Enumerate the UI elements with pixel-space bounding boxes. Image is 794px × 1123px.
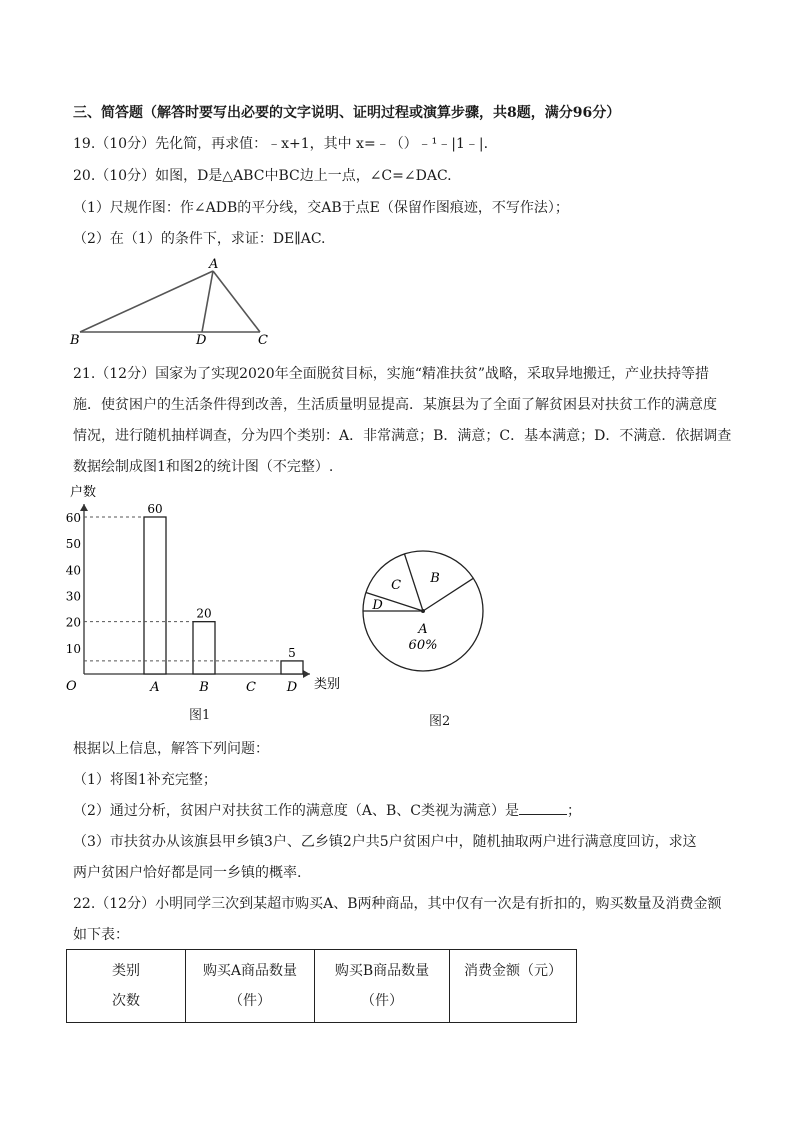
data-label-A: 60 bbox=[147, 502, 163, 516]
table-cell-a-quantity bbox=[186, 950, 315, 1023]
cell-line: 类别 bbox=[112, 963, 140, 979]
question-21-part3-line2: 两户贫困户恰好都是同一乡镇的概率. bbox=[73, 865, 302, 881]
cell-line: 购买A商品数量 bbox=[202, 963, 298, 979]
bar-B bbox=[193, 622, 215, 674]
x-axis-arrow bbox=[303, 670, 310, 678]
cell-line: 消费金额（元） bbox=[464, 963, 562, 979]
table-cell-b-quantity bbox=[315, 950, 450, 1023]
section-title: 三、简答题（解答时要写出必要的文字说明、证明过程或演算步骤，共8题，满分96分） bbox=[73, 105, 621, 121]
figure1-label: 图1 bbox=[189, 708, 211, 723]
bar-chart-figure1 bbox=[60, 482, 360, 697]
x-tick-label: B bbox=[199, 680, 209, 695]
x-tick-label: C bbox=[246, 680, 256, 695]
slice-label-A: A bbox=[418, 622, 428, 637]
segment-ad bbox=[202, 271, 213, 332]
question-22-line2: 如下表： bbox=[73, 927, 129, 943]
triangle-figure bbox=[60, 255, 280, 350]
slice-label-D: D bbox=[372, 597, 383, 613]
y-axis-label: 户数 bbox=[70, 485, 97, 500]
question-21-line4: 数据绘制成图1和图2的统计图（不完整）. bbox=[73, 459, 334, 475]
x-axis-label: 类别 bbox=[314, 677, 341, 692]
bar-A bbox=[144, 517, 166, 674]
question-21-line1: 21.（12分）国家为了实现2020年全面脱贫目标，实施“精准扶贫”战略，采取异地搬迁，产业扶持等措 bbox=[73, 366, 710, 382]
table-row bbox=[67, 950, 577, 1023]
origin-label: O bbox=[66, 679, 77, 694]
y-tick-label: 20 bbox=[65, 615, 81, 630]
question-21-part1: （1）将图1补充完整； bbox=[73, 772, 217, 788]
side-ba bbox=[80, 271, 213, 332]
vertex-a-label: A bbox=[209, 257, 219, 272]
question-22-line1: 22.（12分）小明同学三次到某超市购买A、B两种商品，其中仅有一次是有折扣的，购买数量及消费金额 bbox=[73, 896, 722, 912]
question-20-stem: 20.（10分）如图，D是△ABC中BC边上一点，∠C=∠DAC. bbox=[73, 168, 452, 184]
question-20-part2: （2）在（1）的条件下，求证：DE∥AC. bbox=[73, 231, 326, 247]
question-21-intro: 根据以上信息，解答下列问题： bbox=[73, 741, 269, 757]
pie-chart-figure2 bbox=[355, 545, 495, 680]
purchase-table bbox=[66, 949, 577, 1023]
question-19: 19.（10分）先化简，再求值：﹣x+1，其中 x=﹣（）﹣¹﹣|1﹣|. bbox=[73, 136, 489, 152]
vertex-d-label: D bbox=[196, 333, 207, 348]
data-label-D: 5 bbox=[288, 645, 296, 660]
y-tick-label: 60 bbox=[65, 511, 81, 525]
y-tick-label: 30 bbox=[65, 589, 81, 604]
question-21-line2: 施．使贫困户的生活条件得到改善，生活质量明显提高．某旗县为了全面了解贫困县对扶贫工作的满意度 bbox=[73, 397, 717, 413]
vertex-b-label: B bbox=[70, 333, 80, 348]
x-tick-label: D bbox=[286, 680, 298, 695]
table-cell-category bbox=[67, 950, 186, 1023]
question-21-line3: 情况，进行随机抽样调查，分为四个类别：A．非常满意；B．满意；C．基本满意；D．不满意．依据调查 bbox=[73, 428, 732, 444]
answer-blank bbox=[519, 802, 567, 815]
y-tick-label: 50 bbox=[65, 537, 81, 552]
cell-line: 购买B商品数量 bbox=[334, 963, 430, 979]
y-tick-label: 10 bbox=[65, 641, 81, 656]
pie-center bbox=[421, 609, 425, 613]
question-21-part2-end: ； bbox=[567, 803, 582, 819]
cell-line: 次数 bbox=[112, 993, 140, 1009]
question-21-part2 bbox=[73, 802, 581, 820]
x-tick-label: A bbox=[150, 680, 160, 695]
bar-D bbox=[281, 661, 303, 674]
side-ac bbox=[213, 271, 260, 332]
cell-line: （件） bbox=[361, 993, 403, 1009]
data-label-B: 20 bbox=[196, 606, 212, 621]
slice-label-C: C bbox=[391, 578, 402, 594]
y-tick-label: 40 bbox=[65, 563, 81, 578]
table-cell-amount bbox=[450, 950, 577, 1023]
slice-percent-A: 60% bbox=[408, 638, 438, 653]
figure2-label: 图2 bbox=[429, 714, 451, 729]
slice-label-B: B bbox=[430, 571, 440, 587]
vertex-c-label: C bbox=[258, 333, 268, 348]
question-21-part3-line1: （3）市扶贫办从该旗县甲乡镇3户、乙乡镇2户共5户贫困户中，随机抽取两户进行满意度回访，求这 bbox=[73, 834, 697, 850]
y-axis-arrow bbox=[80, 504, 88, 511]
cell-line: （件） bbox=[229, 993, 271, 1009]
question-21-part2-text: （2）通过分析，贫困户对扶贫工作的满意度（A、B、C类视为满意）是 bbox=[73, 803, 520, 819]
question-20-part1: （1）尺规作图：作∠ADB的平分线，交AB于点E（保留作图痕迹，不写作法）； bbox=[73, 200, 569, 216]
